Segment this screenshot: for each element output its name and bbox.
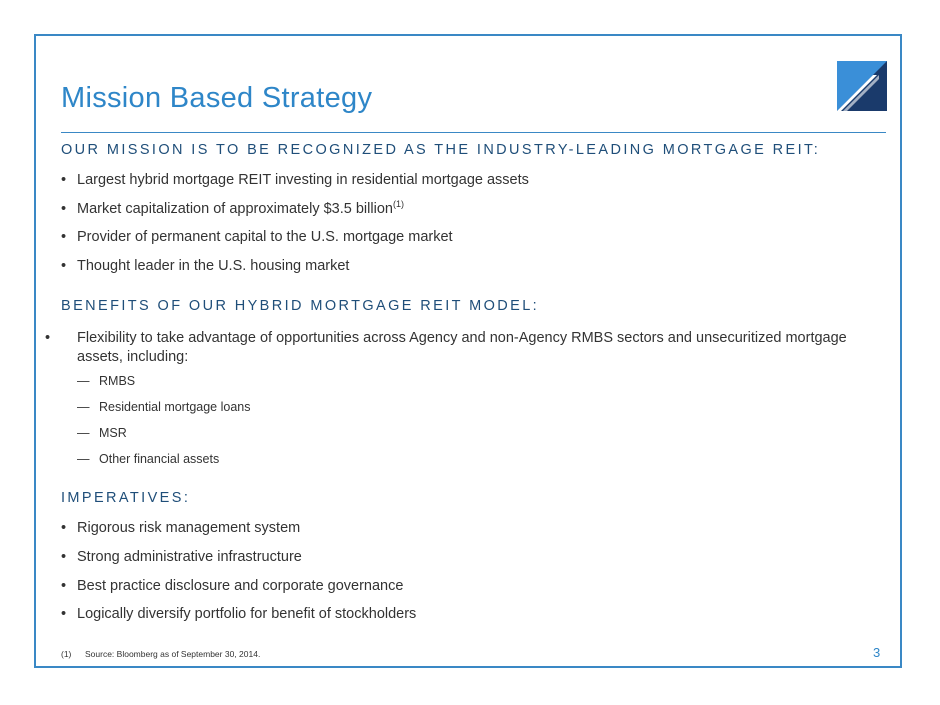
bullet-icon: • [61, 520, 67, 536]
bullet-icon: • [61, 549, 67, 565]
sub-list-item: — Residential mortgage loans [77, 400, 251, 414]
list-item: • Largest hybrid mortgage REIT investing in residential mortgage assets [61, 172, 529, 188]
list-item: • Best practice disclosure and corporate governance [61, 578, 404, 594]
company-logo-icon [837, 61, 887, 111]
sub-list-item: — Other financial assets [77, 452, 220, 466]
page-title: Mission Based Strategy [61, 82, 373, 114]
bullet-icon: • [61, 578, 67, 594]
list-item: • Thought leader in the U.S. housing market [61, 258, 350, 274]
bullet-icon: • [61, 258, 67, 274]
imperatives-heading: IMPERATIVES: [61, 490, 191, 506]
list-item: • Market capitalization of approximately $3.5 billion$^{(1)}$ [61, 199, 404, 217]
dash-icon: — [77, 426, 90, 440]
footnote [61, 649, 260, 659]
dash-icon: — [77, 374, 90, 388]
footnote-number: (1) [61, 649, 72, 659]
dash-icon: — [77, 452, 90, 466]
list-item: • Flexibility to take advantage of opportunities across Agency and non-Agency RMBS sectors and unsecuritized mortgage assets, including: [45, 330, 847, 365]
footnote-reference: (1) [392, 199, 404, 210]
dash-icon: — [77, 400, 90, 414]
list-item: • Rigorous risk management system [61, 520, 301, 536]
bullet-icon: • [61, 606, 67, 622]
bullet-icon: • [61, 229, 67, 245]
bullet-icon: • [61, 172, 67, 188]
page-number: 3 [873, 645, 881, 660]
bullet-icon: • [45, 330, 51, 346]
footnote-text: Source: Bloomberg as of September 30, 2014. [85, 649, 261, 659]
sub-list-item: — RMBS [77, 374, 136, 388]
list-item: • Logically diversify portfolio for benefit of stockholders [61, 606, 417, 622]
mission-heading: OUR MISSION IS TO BE RECOGNIZED AS THE INDUSTRY-LEADING MORTGAGE REIT: [61, 142, 821, 158]
list-item: • Provider of permanent capital to the U.S. mortgage market [61, 229, 453, 245]
title-divider [61, 132, 886, 133]
list-item: • Strong administrative infrastructure [61, 549, 302, 565]
bullet-icon: • [61, 201, 67, 217]
benefits-heading: BENEFITS OF OUR HYBRID MORTGAGE REIT MODEL: [61, 298, 540, 314]
sub-list-item: — MSR [77, 426, 127, 440]
